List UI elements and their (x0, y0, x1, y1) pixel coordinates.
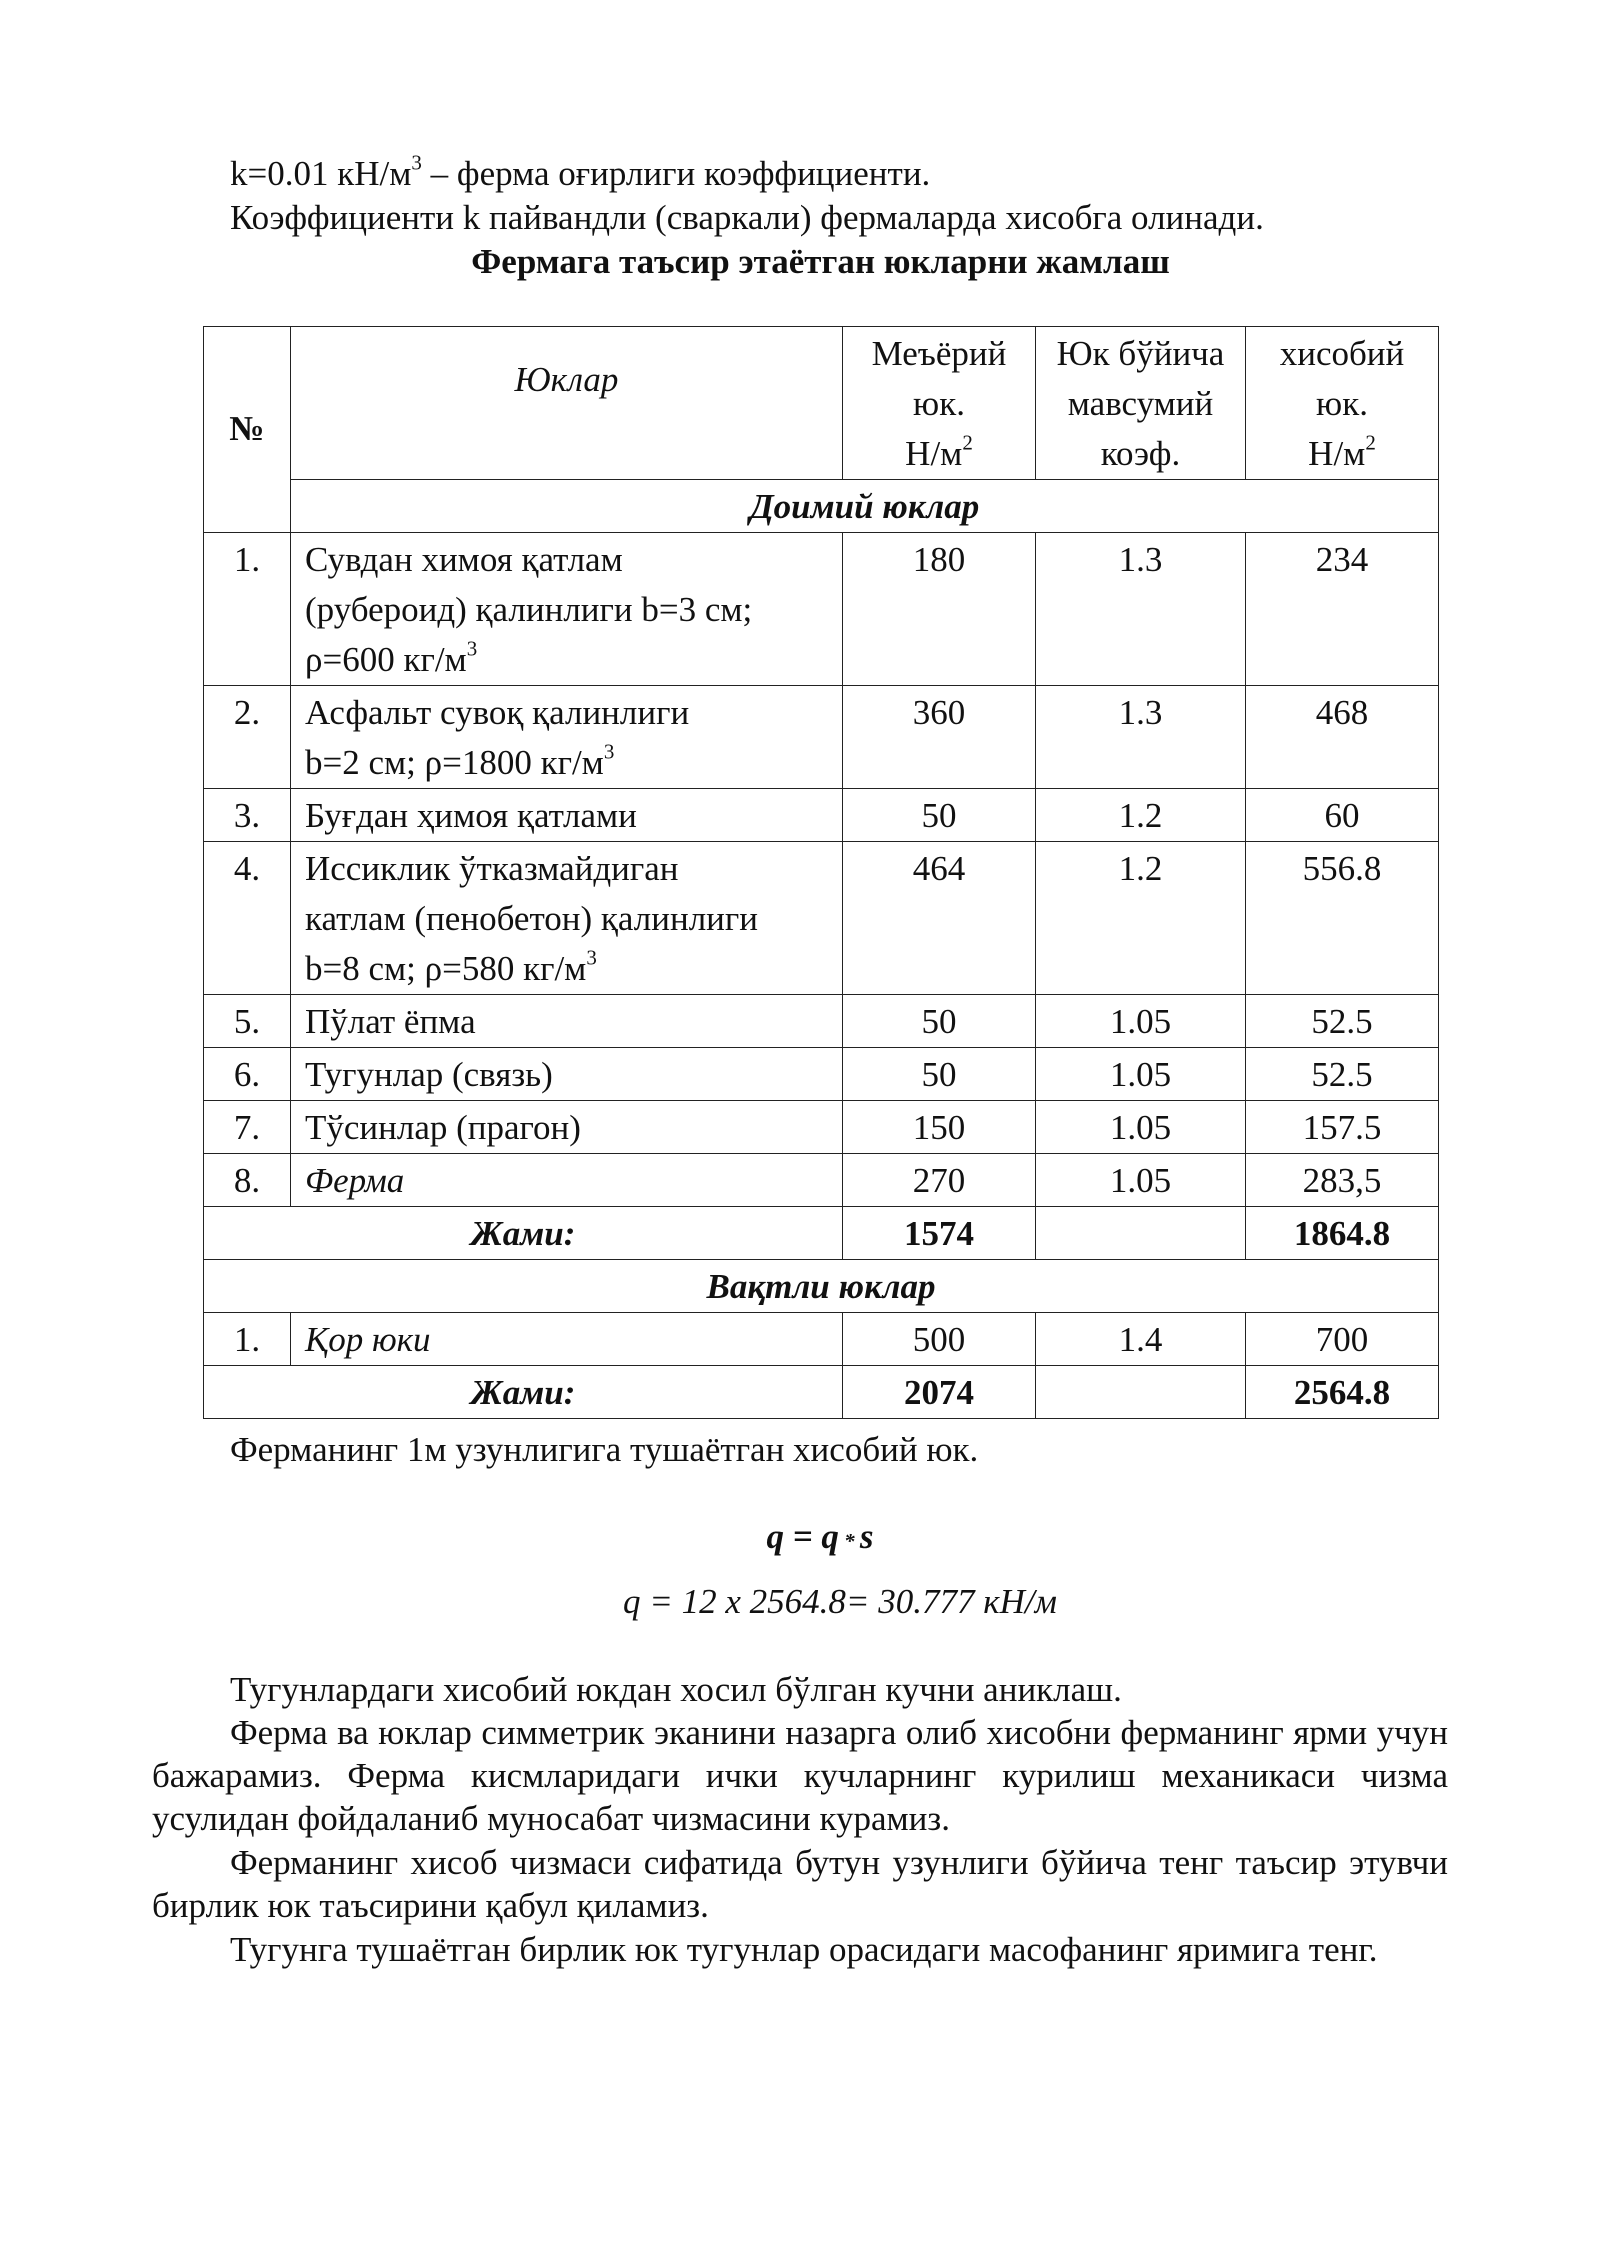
row-coef: 1.4 (1036, 1313, 1246, 1366)
row-name-l3-wrap (305, 635, 828, 685)
row-name-sup: 3 (466, 636, 478, 661)
table-row (204, 686, 1439, 789)
header-calc-l2: юк. (1316, 384, 1368, 423)
row-name-l2: катлам (пенобетон) қалинлиги (305, 899, 758, 938)
permanent-total-label: Жами: (204, 1207, 843, 1260)
row-calc: 52.5 (1246, 995, 1439, 1048)
table-row (204, 1048, 1439, 1101)
row-name-l1: Иссиклик ўтказмайдиган (305, 849, 679, 888)
grand-total-calc: 2564.8 (1246, 1366, 1439, 1419)
row-coef: 1.05 (1036, 1154, 1246, 1207)
paragraph-3: Ферманинг хисоб чизмаси сифатида бутун узунлиги бўйича тенг таъсир этувчи бирлик юк таъсирини қабул қиламиз. (152, 1843, 1448, 1925)
row-num: 2. (204, 686, 291, 789)
formula-q-value: q = 12 x 2564.8= 30.777 кН/м (623, 1582, 1057, 1621)
row-norm: 50 (843, 995, 1036, 1048)
header-norm-l2: юк. (913, 384, 965, 423)
section-row-temporary (204, 1260, 1439, 1313)
intro-line1-post: – ферма оғирлиги коэффициенти. (421, 154, 931, 193)
row-norm: 270 (843, 1154, 1036, 1207)
row-coef: 1.3 (1036, 533, 1246, 686)
header-num: № (204, 327, 291, 533)
header-norm-l1: Меъёрий (871, 334, 1007, 373)
header-coef-l1: Юк бўйича (1056, 334, 1225, 373)
row-num: 4. (204, 842, 291, 995)
row-num: 5. (204, 995, 291, 1048)
row-coef: 1.3 (1036, 686, 1246, 789)
header-calc-l3-wrap (1250, 429, 1434, 479)
header-coef-l3: коэф. (1100, 434, 1181, 473)
section-title-permanent: Доимий юклар (291, 480, 1439, 533)
formula-q-qs (0, 1515, 1600, 1559)
header-load: Юклар (291, 327, 843, 480)
row-calc: 283,5 (1246, 1154, 1439, 1207)
header-season-coef (1036, 327, 1246, 480)
row-name-l1: Сувдан химоя қатлам (305, 540, 623, 579)
row-num: 6. (204, 1048, 291, 1101)
paragraph-1: Тугунлардаги хисобий юкдан хосил бўлган кучни аниклаш. (230, 1670, 1122, 1709)
table-row (204, 1313, 1439, 1366)
row-name (291, 842, 843, 995)
row-norm: 50 (843, 789, 1036, 842)
row-calc: 234 (1246, 533, 1439, 686)
row-coef: 1.2 (1036, 789, 1246, 842)
row-num: 7. (204, 1101, 291, 1154)
row-name (291, 686, 843, 789)
permanent-total-norm: 1574 (843, 1207, 1036, 1260)
row-coef: 1.2 (1036, 842, 1246, 995)
header-norm-sup: 2 (962, 430, 973, 455)
row-norm: 360 (843, 686, 1036, 789)
row-num: 1. (204, 1313, 291, 1366)
row-name-sup: 3 (603, 739, 615, 764)
header-norm-l3: Н/м (905, 434, 963, 473)
grand-total-row (204, 1366, 1439, 1419)
row-name-l3: b=8 см; ρ=580 кг/м (305, 949, 587, 988)
row-num: 1. (204, 533, 291, 686)
section-title-temporary: Вақтли юклар (204, 1260, 1439, 1313)
row-norm: 50 (843, 1048, 1036, 1101)
row-calc: 468 (1246, 686, 1439, 789)
table-row (204, 995, 1439, 1048)
row-coef: 1.05 (1036, 1101, 1246, 1154)
table-row (204, 842, 1439, 995)
row-calc: 700 (1246, 1313, 1439, 1366)
header-coef-l2: мавсумий (1067, 384, 1214, 423)
row-name: Тугунлар (связь) (291, 1048, 843, 1101)
row-norm: 150 (843, 1101, 1036, 1154)
row-name: Ферма (291, 1154, 843, 1207)
row-name-l2: (рубероид) қалинлиги b=3 см; (305, 590, 753, 629)
row-coef: 1.05 (1036, 1048, 1246, 1101)
row-norm: 500 (843, 1313, 1036, 1366)
paragraph-2: Ферма ва юклар симметрик эканини назарга олиб хисобни ферманинг ярми учун бажарамиз. Ферма кисмларидаги ички кучларнинг курилиш механикаси чизма усулидан фойдаланиб муносабат чизмасини курамиз. (152, 1713, 1448, 1838)
intro-line1-pre: k=0.01 кН/м (230, 154, 412, 193)
permanent-total-coef-empty (1036, 1207, 1246, 1260)
table-row (204, 1154, 1439, 1207)
paragraph-4: Тугунга тушаётган бирлик юк тугунлар орасидаги масофанинг яримига тенг. (230, 1930, 1378, 1969)
grand-total-coef-empty (1036, 1366, 1246, 1419)
row-name-l2-wrap (305, 738, 828, 788)
row-norm: 180 (843, 533, 1036, 686)
table-row (204, 789, 1439, 842)
table-row (204, 1101, 1439, 1154)
header-calc-l3: Н/м (1308, 434, 1366, 473)
table-title: Фермага таъсир этаётган юкларни жамлаш (471, 242, 1170, 281)
table-header-row (204, 327, 1439, 480)
row-name: Тўсинлар (прагон) (291, 1101, 843, 1154)
permanent-total-row (204, 1207, 1439, 1260)
calc-load-line: Ферманинг 1м узунлигига тушаётган хисобий юк. (230, 1430, 979, 1469)
row-name-l3-wrap (305, 944, 828, 994)
loads-table (203, 326, 1439, 1419)
intro-line1-sup: 3 (411, 150, 422, 175)
section-row-permanent (204, 480, 1439, 533)
formula1-op: * (838, 1529, 860, 1553)
row-calc: 157.5 (1246, 1101, 1439, 1154)
header-calc-load (1246, 327, 1439, 480)
intro-line-welded: Коэффициенти k пайвандли (сваркали) фермаларда хисобга олинади. (230, 198, 1264, 237)
intro-line-k-coefficient (230, 152, 930, 196)
row-name: Қор юки (291, 1313, 843, 1366)
table-row (204, 533, 1439, 686)
row-calc: 556.8 (1246, 842, 1439, 995)
grand-total-label: Жами: (204, 1366, 843, 1419)
row-name-l1: Асфальт сувоқ қалинлиги (305, 693, 690, 732)
header-calc-sup: 2 (1365, 430, 1376, 455)
row-name-l3: ρ=600 кг/м (305, 640, 467, 679)
row-num: 3. (204, 789, 291, 842)
row-norm: 464 (843, 842, 1036, 995)
row-coef: 1.05 (1036, 995, 1246, 1048)
permanent-total-calc: 1864.8 (1246, 1207, 1439, 1260)
row-name-l2: b=2 см; ρ=1800 кг/м (305, 743, 604, 782)
row-name (291, 533, 843, 686)
row-calc: 52.5 (1246, 1048, 1439, 1101)
row-num: 8. (204, 1154, 291, 1207)
header-norm-load (843, 327, 1036, 480)
row-calc: 60 (1246, 789, 1439, 842)
formula1-b: s (859, 1517, 874, 1556)
row-name: Пўлат ёпма (291, 995, 843, 1048)
formula1-a: q = q (766, 1517, 839, 1556)
grand-total-norm: 2074 (843, 1366, 1036, 1419)
header-norm-l3-wrap (847, 429, 1031, 479)
header-calc-l1: хисобий (1279, 334, 1405, 373)
row-name-sup: 3 (586, 945, 597, 970)
row-name: Буғдан ҳимоя қатлами (291, 789, 843, 842)
